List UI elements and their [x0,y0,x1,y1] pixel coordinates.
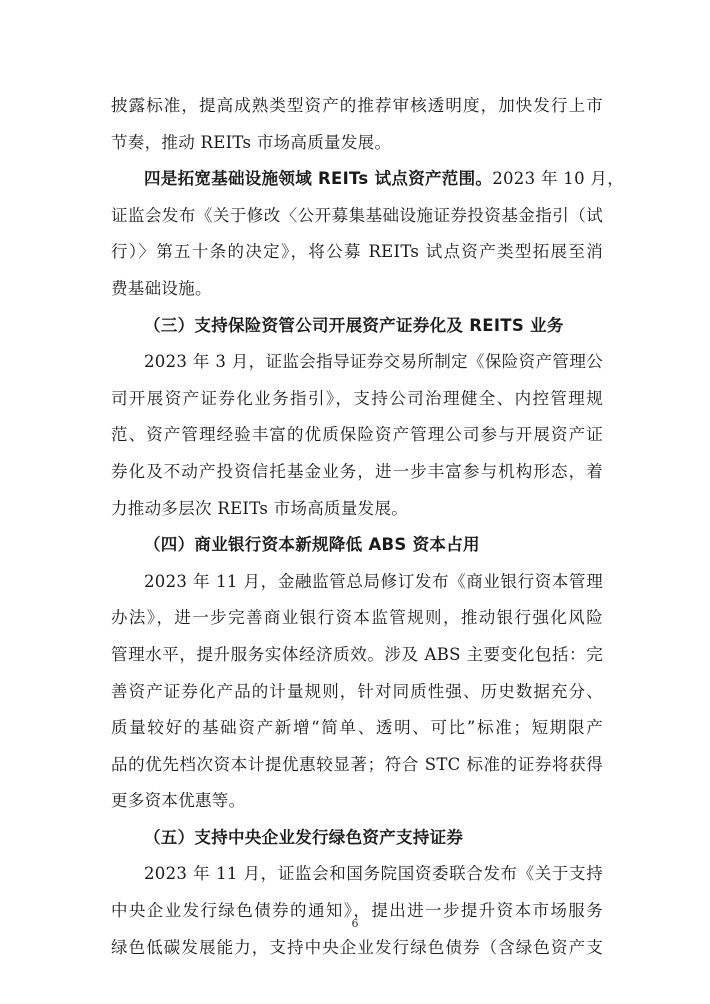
section-4 [111,527,603,820]
text-line [111,161,625,198]
text-line: 费基础设施。 [111,278,212,298]
text-line: 券化及不动产投资信托基金业务，进一步丰富参与机构形态，着 [111,461,603,481]
page-number: 6 [351,917,359,930]
section-heading: （四）商业银行资本新规降低 ABS 资本占用 [144,535,480,555]
text-line: 2023 年 3 月，证监会指导证券交易所制定《保险资产管理公 [144,352,603,372]
text-line: 2023 年 11 月，证监会和国务院国资委联合发布《关于支持 [144,864,603,884]
lead-date-text: 2023 年 10 月， [492,169,625,189]
section-heading: （三）支持保险资管公司开展资产证券化及 REITS 业务 [144,315,564,335]
document-page [111,88,625,966]
text-line: 中央企业发行绿色债券的通知》，提出进一步提升资本市场服务 [111,901,603,921]
text-line: 管理水平，提升服务实体经济质效。涉及 ABS 主要变化包括：完 [111,644,603,664]
text-line: 绿色低碳发展能力，支持中央企业发行绿色债券（含绿色资产支 [111,937,603,957]
text-line: 节奏，推动 REITs 市场高质量发展。 [111,132,392,152]
text-line: 善资产证券化产品的计量规则，针对同质性强、历史数据充分、 [111,681,603,701]
text-line: 司开展资产证券化业务指引》，支持公司治理健全、内控管理规 [111,388,603,408]
text-line: 2023 年 11 月，金融监管总局修订发布《商业银行资本管理 [144,571,603,591]
text-line: 范、资产管理经验丰富的优质保险资产管理公司参与开展资产证 [111,425,603,445]
text-line: 质量较好的基础资产新增“简单、透明、可比”标准；短期限产 [111,718,603,738]
paragraph-1 [111,88,603,161]
text-line: 披露标准，提高成熟类型资产的推荐审核透明度，加快发行上市 [111,96,603,115]
text-line: 品的优先档次资本计提优惠较显著；符合 STC 标准的证券将获得 [111,754,603,774]
section-heading: （五）支持中央企业发行绿色资产支持证券 [144,827,464,847]
bold-lead-text: 四是拓宽基础设施领域 REITs 试点资产范围。 [144,169,493,189]
text-line: 力推动多层次 REITs 市场高质量发展。 [111,498,409,518]
text-line: 证监会发布《关于修改〈公开募集基础设施证券投资基金指引（试 [111,205,603,225]
paragraph-2 [111,161,625,307]
section-5 [111,820,603,966]
section-3 [111,308,603,528]
text-line: 行）〉第五十条的决定》，将公募 REITs 试点资产类型拓展至消 [111,242,603,262]
text-line: 办法》，进一步完善商业银行资本监管规则，推动银行强化风险 [111,608,603,628]
text-line: 更多资本优惠等。 [111,791,246,811]
